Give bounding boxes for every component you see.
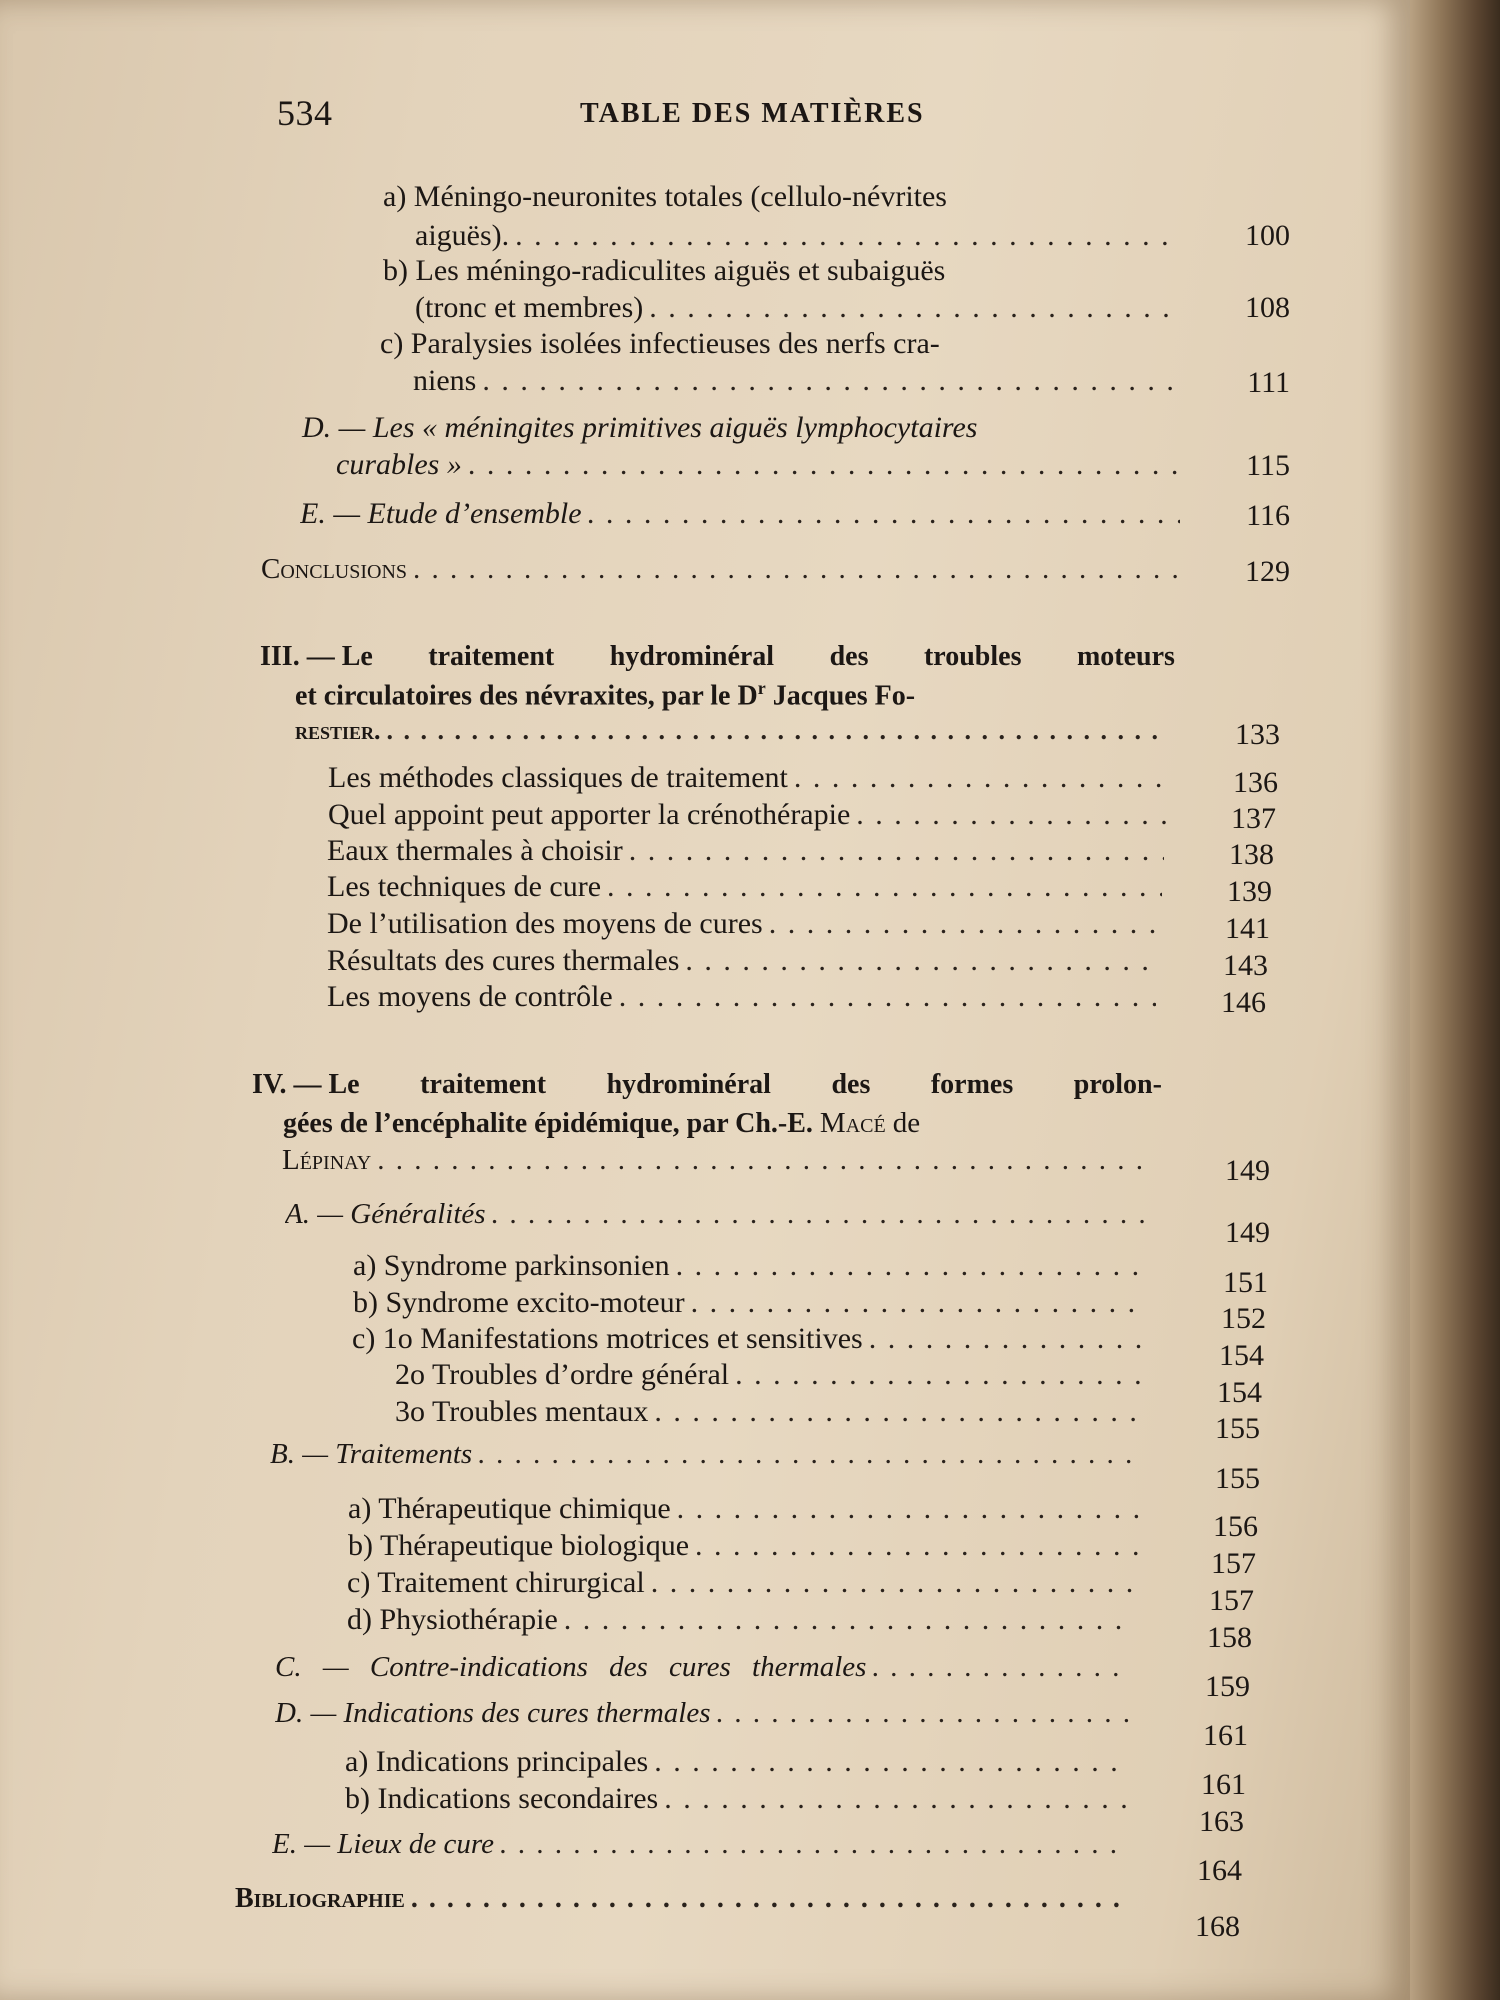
page-ref: 116	[1246, 499, 1290, 532]
word: prolon-	[1073, 1069, 1162, 1100]
leader-dots	[794, 761, 1168, 795]
page-ref: 141	[1225, 912, 1270, 945]
toc-entry	[413, 364, 1180, 402]
page-ref: 157	[1209, 1584, 1254, 1617]
toc-entry-title-cont: curables »	[336, 448, 462, 481]
toc-entry-title: De l’utilisation des moyens de cures	[327, 907, 763, 940]
page-number: 534	[277, 93, 333, 133]
page-ref: 108	[1245, 291, 1290, 324]
toc-entry	[395, 1395, 1142, 1433]
toc-entry-title: A. — Généralités	[285, 1198, 486, 1230]
toc-entry	[275, 1697, 1130, 1735]
toc-entry-title: Conclusions	[261, 553, 408, 585]
toc-entry	[261, 553, 1180, 591]
page-ref: 143	[1223, 949, 1268, 982]
word: troubles	[923, 641, 1022, 672]
toc-entry	[348, 1492, 1140, 1530]
toc-entry	[415, 291, 1180, 329]
page-ref: 149	[1225, 1154, 1270, 1187]
heading-text: et circulatoires des névraxites, par le D	[295, 680, 758, 712]
leader-dots	[411, 1883, 1122, 1915]
leader-dots	[607, 870, 1162, 904]
toc-entry-line: D. — Les « méningites primitives aiguës lymphocytaires	[302, 411, 978, 444]
toc-entry-title: Bibliographie	[235, 1883, 405, 1914]
heading-text: gées de l’encéphalite épidémique, par Ch.-E.	[283, 1108, 813, 1139]
page-ref: 161	[1201, 1768, 1246, 1801]
word: formes	[930, 1069, 1014, 1100]
page-ref: 152	[1221, 1302, 1266, 1335]
page-title: TABLE DES MATIÈRES	[580, 98, 925, 129]
toc-section-heading	[260, 641, 1175, 673]
toc-entry-title: Résultats des cures thermales	[327, 944, 680, 977]
toc-entry	[275, 1651, 1132, 1689]
toc-entry	[348, 1529, 1138, 1567]
toc-entry	[327, 980, 1156, 1018]
page-ref: 154	[1219, 1339, 1264, 1372]
word: IV. — Le	[252, 1069, 360, 1100]
leader-dots	[691, 1286, 1148, 1320]
toc-entry-line: c) Paralysies isolées infectieuses des nerfs cra-	[380, 327, 940, 360]
leader-dots	[413, 553, 1180, 586]
leader-dots	[685, 944, 1158, 978]
toc-entry-title: E. — Etude d’ensemble	[300, 497, 582, 530]
toc-entry	[295, 716, 1165, 754]
toc-entry-title: d) Physiothérapie	[347, 1603, 558, 1636]
page-ref: 146	[1221, 986, 1266, 1019]
toc-entry-title-cont: (tronc et membres)	[415, 291, 644, 324]
toc-entry-title: b) Indications secondaires	[345, 1782, 659, 1815]
toc-entry	[327, 907, 1160, 945]
leader-dots	[695, 1529, 1138, 1563]
toc-entry-title: Les moyens de contrôle	[327, 980, 613, 1013]
toc-entry-title: B. — Traitements	[270, 1438, 473, 1470]
toc-entry	[327, 870, 1162, 908]
toc-entry	[352, 1322, 1146, 1360]
toc-entry	[235, 1883, 1122, 1921]
toc-entry	[272, 1828, 1124, 1866]
page-ref: 157	[1211, 1547, 1256, 1580]
page-ref: 156	[1213, 1510, 1258, 1543]
toc-entry-title: D. — Indications des cures thermales	[275, 1697, 711, 1729]
page-ref: 138	[1229, 838, 1274, 871]
leader-dots	[677, 1492, 1140, 1526]
toc-entry-title: 3o Troubles mentaux	[395, 1395, 649, 1428]
toc-entry	[353, 1249, 1150, 1287]
leader-dots	[651, 1566, 1136, 1600]
page-ref: 154	[1217, 1376, 1262, 1409]
leader-dots	[869, 1322, 1146, 1356]
toc-entry	[345, 1745, 1128, 1783]
leader-dots	[716, 1697, 1130, 1730]
toc-entry	[328, 798, 1166, 836]
toc-entry	[347, 1566, 1136, 1604]
word: des	[829, 641, 869, 672]
toc-entry	[282, 1144, 1152, 1182]
leader-dots	[482, 364, 1180, 398]
toc-entry-title: Eaux thermales à choisir	[327, 834, 623, 867]
toc-entry-title: c) Traitement chirurgical	[347, 1566, 645, 1599]
page-ref: 137	[1231, 802, 1276, 835]
leader-dots	[629, 834, 1164, 868]
toc-entry-title: a) Méningo-neuronites totales (cellulo-névrites	[383, 180, 947, 213]
word: traitement	[420, 1069, 547, 1100]
toc-entry-title-cont: niens	[413, 364, 477, 397]
toc-entry-title: 2o Troubles d’ordre général	[395, 1358, 730, 1391]
page-edge-shadow	[1410, 0, 1500, 2000]
toc-entry	[285, 1198, 1151, 1236]
leader-dots	[872, 1651, 1132, 1684]
page-ref: 133	[1235, 718, 1280, 751]
leader-dots	[654, 1395, 1142, 1429]
author-name: Macé	[819, 1107, 886, 1139]
leader-dots	[468, 448, 1180, 482]
page-ref: 111	[1247, 366, 1290, 399]
toc-entry	[300, 497, 1180, 535]
heading-text: Jacques Fo-	[765, 680, 916, 712]
leader-dots	[856, 798, 1166, 832]
toc-section-heading	[252, 1069, 1162, 1101]
toc-entry	[415, 219, 1180, 257]
leader-dots	[619, 980, 1156, 1014]
toc-entry	[327, 944, 1158, 982]
toc-entry	[327, 834, 1164, 872]
toc-entry-title: a) Indications principales	[345, 1745, 649, 1778]
page-ref: 164	[1197, 1854, 1242, 1887]
page-ref: 159	[1205, 1670, 1250, 1703]
leader-dots	[500, 1828, 1124, 1861]
toc-entry	[345, 1782, 1126, 1820]
page-ref: 151	[1223, 1266, 1268, 1299]
toc-entry-title: a) Syndrome parkinsonien	[353, 1249, 670, 1282]
toc-entry-title: C. — Contre-indications des cures thermales	[275, 1651, 867, 1683]
page-ref: 155	[1215, 1412, 1260, 1445]
toc-section-heading-cont	[283, 1107, 920, 1140]
toc-entry	[336, 448, 1180, 486]
leader-dots	[769, 907, 1160, 941]
word: III. — Le	[260, 641, 373, 672]
leader-dots	[588, 497, 1180, 531]
page-ref: 155	[1215, 1462, 1260, 1495]
toc-entry-title: Les méthodes classiques de traitement	[328, 761, 788, 794]
toc-section-heading-cont	[295, 678, 915, 712]
toc-entry-title: Quel appoint peut apporter la crénothérapie	[328, 798, 851, 831]
page-ref: 163	[1199, 1805, 1244, 1838]
word: hydrominéral	[606, 1069, 771, 1100]
page-ref: 158	[1207, 1621, 1252, 1654]
leader-dots	[654, 1745, 1128, 1779]
toc-entry	[353, 1286, 1148, 1324]
word: moteurs	[1076, 641, 1175, 672]
author-name: restier.	[295, 716, 381, 745]
leader-dots	[387, 716, 1165, 746]
toc-entry	[270, 1438, 1142, 1476]
leader-dots	[649, 291, 1180, 325]
toc-entry	[395, 1358, 1144, 1396]
leader-dots	[735, 1358, 1144, 1392]
toc-entry-title: b) Thérapeutique biologique	[348, 1529, 690, 1562]
toc-entry-title: b) Syndrome excito-moteur	[353, 1286, 685, 1319]
page-ref: 100	[1245, 219, 1290, 252]
heading-text: de	[892, 1107, 921, 1139]
page-ref: 136	[1233, 766, 1278, 799]
toc-entry-title: Les techniques de cure	[327, 870, 602, 903]
toc-entry-line	[383, 180, 1180, 214]
page-ref: 161	[1203, 1719, 1248, 1752]
word: traitement	[428, 641, 555, 672]
page-ref: 139	[1227, 875, 1272, 908]
superscript: r	[757, 678, 766, 698]
leader-dots	[478, 1438, 1142, 1471]
toc-entry-title-cont: aiguës).	[415, 219, 510, 252]
toc-entry-title: c) 1o Manifestations motrices et sensitives	[352, 1322, 863, 1355]
toc-entry	[328, 761, 1168, 799]
page-ref: 115	[1246, 449, 1290, 482]
leader-dots	[492, 1198, 1151, 1231]
page-ref: 149	[1225, 1216, 1270, 1249]
leader-dots	[676, 1249, 1150, 1283]
leader-dots	[664, 1782, 1126, 1816]
leader-dots	[377, 1144, 1152, 1177]
word: hydrominéral	[609, 641, 775, 672]
toc-entry-line: b) Les méningo-radiculites aiguës et subaiguës	[383, 254, 946, 287]
page-ref: 168	[1195, 1910, 1240, 1943]
author-name: Lépinay	[282, 1144, 372, 1176]
leader-dots	[564, 1603, 1134, 1637]
toc-entry	[347, 1603, 1134, 1641]
word: des	[831, 1069, 871, 1100]
toc-entry-title: E. — Lieux de cure	[272, 1828, 495, 1860]
page-ref: 129	[1245, 555, 1290, 588]
leader-dots	[515, 219, 1180, 253]
toc-entry-title: a) Thérapeutique chimique	[348, 1492, 671, 1525]
